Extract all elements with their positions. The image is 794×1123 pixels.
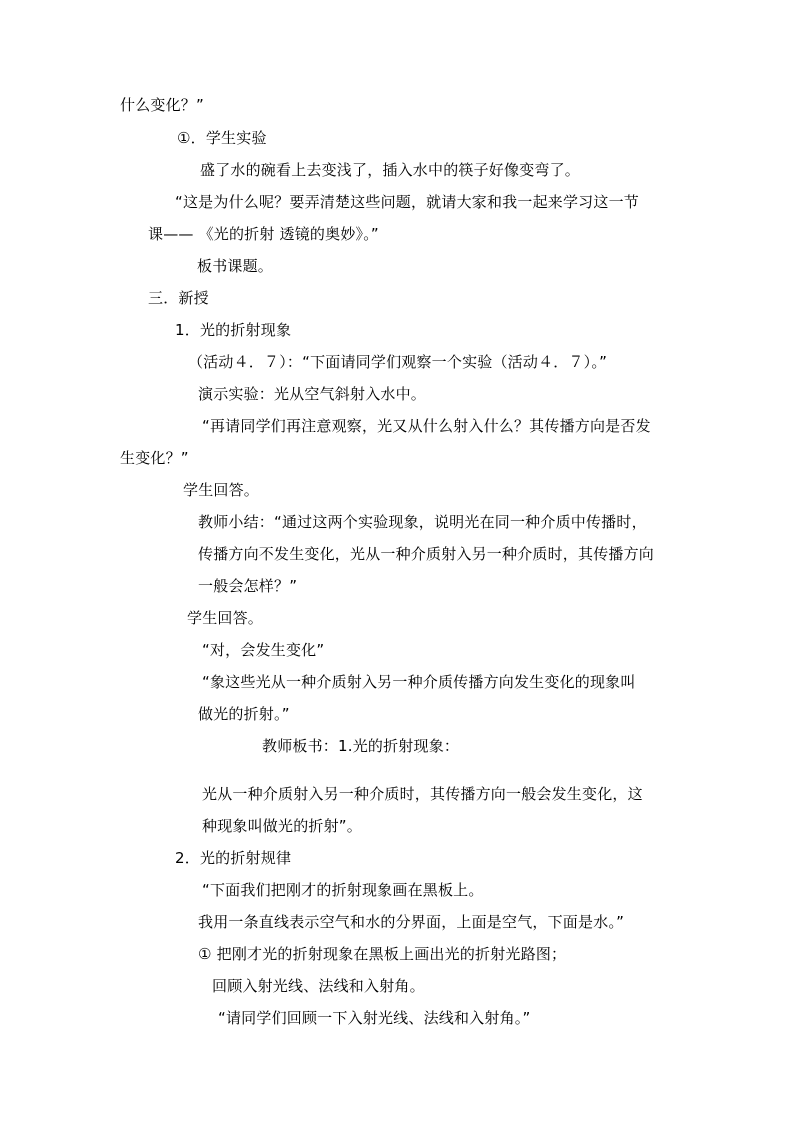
text-line: 盛了水的碗看上去变浅了，插入水中的筷子好像变弯了。 <box>200 161 581 179</box>
text-line: （活动４．７）：“下面请同学们观察一个实验（活动４．７）。” <box>188 353 608 371</box>
section-heading: ①．学生实验 <box>177 129 267 147</box>
text-line: 我用一条直线表示空气和水的分界面，上面是空气，下面是水。” <box>198 913 625 931</box>
text-line: 生变化？” <box>120 449 189 467</box>
text-line: 学生回答。 <box>183 481 260 499</box>
text-line: “再请同学们再注意观察，光又从什么射入什么？其传播方向是否发 <box>202 417 651 435</box>
section-heading: 1．光的折射现象 <box>175 321 292 339</box>
text-line: 什么变化？” <box>120 96 204 114</box>
text-line: 种现象叫做光的折射”。 <box>202 817 362 835</box>
text-line: 做光的折射。” <box>198 705 290 723</box>
text-line: 光从一种介质射入另一种介质时，其传播方向一般会发生变化，这 <box>202 785 643 803</box>
text-line: 回顾入射光线、法线和入射角。 <box>212 977 425 995</box>
text-line: 板书课题。 <box>197 257 274 275</box>
text-line: 演示实验：光从空气斜射入水中。 <box>198 385 427 403</box>
text-line: 教师小结：“通过这两个实验现象，说明光在同一种介质中传播时， <box>198 513 647 531</box>
text-line: “下面我们把刚才的折射现象画在黑板上。 <box>202 881 484 899</box>
text-line: 学生回答。 <box>187 609 264 627</box>
section-heading: 三．新授 <box>148 289 209 307</box>
text-line: 教师板书：1.光的折射现象： <box>262 737 460 755</box>
text-line: 传播方向不发生变化，光从一种介质射入另一种介质时，其传播方向 <box>198 545 655 563</box>
text-line: 一般会怎样？” <box>198 577 298 595</box>
text-line: “这是为什么呢？要弄清楚这些问题，就请大家和我一起来学习这一节 <box>175 193 639 211</box>
section-heading: 2．光的折射规律 <box>175 849 292 867</box>
text-line: “象这些光从一种介质射入另一种介质传播方向发生变化的现象叫 <box>202 673 636 691</box>
text-line: 课—— 《光的折射 透镜的奥妙》。” <box>148 225 379 243</box>
text-line: “对，会发生变化” <box>202 641 325 659</box>
text-line: “请同学们回顾一下入射光线、法线和入射角。” <box>218 1009 531 1027</box>
text-line: ① 把刚才光的折射现象在黑板上画出光的折射光路图； <box>198 945 567 963</box>
